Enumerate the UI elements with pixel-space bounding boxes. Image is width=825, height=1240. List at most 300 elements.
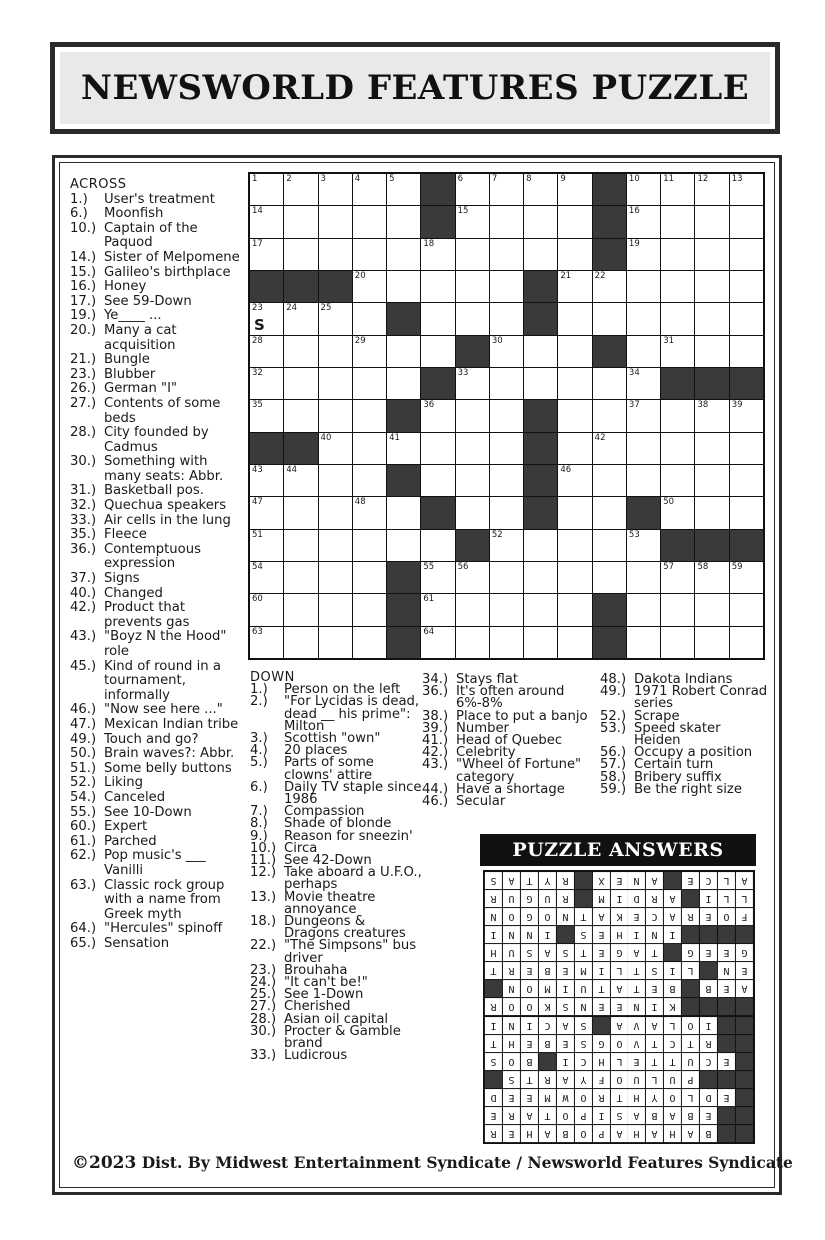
clue-item — [250, 940, 422, 964]
grid-cell[interactable] — [593, 303, 626, 334]
answer-cell: O — [664, 1089, 681, 1106]
grid-cell[interactable] — [593, 368, 626, 399]
grid-cell[interactable] — [661, 400, 694, 431]
grid-cell[interactable] — [456, 497, 489, 528]
grid-cell[interactable] — [661, 239, 694, 270]
grid-cell[interactable] — [695, 627, 728, 658]
clue-text: User's treatment — [104, 191, 215, 207]
grid-cell[interactable] — [558, 368, 591, 399]
clue-number: 46.) — [422, 794, 449, 810]
answer-cell: D — [700, 1089, 717, 1106]
answer-cell: T — [485, 1035, 502, 1052]
grid-cell[interactable] — [627, 594, 660, 625]
answer-cell: L — [682, 1089, 699, 1106]
grid-cell[interactable] — [250, 174, 283, 205]
grid-cell[interactable] — [490, 239, 523, 270]
grid-cell[interactable] — [627, 562, 660, 593]
cell-number: 12 — [697, 174, 709, 184]
clue-text: Secular — [456, 794, 506, 810]
answer-cell: C — [539, 1017, 556, 1034]
grid-cell[interactable] — [456, 627, 489, 658]
grid-cell[interactable] — [353, 400, 386, 431]
grid-cell[interactable] — [661, 497, 694, 528]
grid-cell[interactable] — [661, 206, 694, 237]
black-square — [319, 271, 352, 302]
grid-cell[interactable] — [695, 336, 728, 367]
clue-text: Sensation — [104, 935, 170, 951]
grid-cell[interactable] — [284, 400, 317, 431]
grid-cell[interactable] — [730, 239, 763, 270]
grid-cell[interactable] — [353, 174, 386, 205]
grid-cell[interactable] — [353, 530, 386, 561]
grid-cell[interactable] — [661, 303, 694, 334]
answer-black-square — [700, 962, 717, 979]
cell-number: 29 — [354, 335, 366, 346]
grid-cell[interactable] — [284, 239, 317, 270]
grid-cell[interactable] — [558, 400, 591, 431]
grid-cell[interactable] — [593, 433, 626, 464]
grid-cell[interactable] — [319, 530, 352, 561]
grid-cell[interactable] — [490, 368, 523, 399]
grid-cell[interactable] — [456, 206, 489, 237]
clue-number: 36.) — [422, 684, 449, 700]
grid-cell[interactable] — [387, 239, 420, 270]
grid-cell[interactable] — [558, 497, 591, 528]
grid-cell[interactable] — [319, 562, 352, 593]
answer-cell: Y — [646, 1089, 663, 1106]
grid-cell[interactable] — [250, 400, 283, 431]
answer-cell: M — [593, 890, 610, 907]
answer-cell: N — [503, 926, 520, 943]
clue-number: 49.) — [600, 684, 627, 700]
grid-cell[interactable] — [695, 562, 728, 593]
clue-number: 55.) — [70, 804, 97, 820]
grid-cell[interactable] — [490, 433, 523, 464]
clue-text: Brain waves?: Abbr. — [104, 746, 235, 762]
grid-cell[interactable] — [387, 206, 420, 237]
down-heading: DOWN — [250, 670, 295, 685]
grid-cell[interactable] — [250, 239, 283, 270]
grid-cell[interactable] — [558, 433, 591, 464]
grid-cell[interactable] — [627, 239, 660, 270]
grid-cell[interactable] — [250, 303, 283, 334]
grid-cell[interactable] — [456, 174, 489, 205]
clue-number: 11.) — [250, 853, 277, 869]
grid-cell[interactable] — [319, 497, 352, 528]
grid-cell[interactable] — [250, 530, 283, 561]
grid-cell[interactable] — [627, 271, 660, 302]
grid-cell[interactable] — [558, 174, 591, 205]
answer-cell: A — [611, 980, 628, 997]
black-square — [250, 433, 283, 464]
answer-cell: I — [700, 1017, 717, 1034]
clue-text: Be the right size — [634, 781, 742, 797]
answer-cell: I — [521, 1017, 538, 1034]
grid-cell[interactable] — [695, 497, 728, 528]
grid-cell[interactable] — [627, 433, 660, 464]
answer-cell: S — [575, 1035, 592, 1052]
grid-cell[interactable] — [353, 239, 386, 270]
black-square — [387, 303, 420, 334]
grid-cell[interactable] — [490, 497, 523, 528]
down-clues-col1 — [250, 672, 422, 1063]
grid-cell[interactable] — [661, 336, 694, 367]
clue-number: 28.) — [250, 1011, 277, 1027]
grid-cell[interactable] — [456, 465, 489, 496]
answer-cell: U — [628, 1071, 645, 1088]
grid-cell[interactable] — [490, 465, 523, 496]
grid-cell[interactable] — [319, 368, 352, 399]
grid-cell[interactable] — [421, 627, 454, 658]
grid-cell[interactable] — [661, 174, 694, 205]
answer-cell: T — [539, 1107, 556, 1124]
black-square — [593, 627, 626, 658]
grid-cell[interactable] — [319, 627, 352, 658]
grid-cell[interactable] — [627, 400, 660, 431]
grid-cell[interactable] — [730, 594, 763, 625]
cell-number: 17 — [252, 238, 263, 249]
grid-cell[interactable] — [558, 206, 591, 237]
grid-cell[interactable] — [524, 336, 557, 367]
clue-number: 51.) — [70, 760, 97, 776]
grid-cell[interactable] — [558, 465, 591, 496]
answer-cell: T — [521, 872, 538, 889]
grid-cell[interactable] — [284, 594, 317, 625]
grid-cell[interactable] — [627, 174, 660, 205]
grid-cell[interactable] — [421, 400, 454, 431]
clue-item — [250, 916, 422, 940]
grid-cell[interactable] — [558, 562, 591, 593]
grid-cell[interactable] — [695, 206, 728, 237]
grid-cell[interactable] — [353, 271, 386, 302]
grid-cell[interactable] — [695, 303, 728, 334]
grid-cell[interactable] — [456, 594, 489, 625]
answer-cell: A — [539, 1125, 556, 1142]
grid-cell[interactable] — [490, 627, 523, 658]
grid-cell[interactable] — [730, 465, 763, 496]
answer-cell: Y — [575, 1071, 592, 1088]
clue-item — [70, 499, 245, 514]
grid-cell[interactable] — [661, 271, 694, 302]
cell-number: 31 — [663, 335, 675, 346]
grid-cell[interactable] — [593, 562, 626, 593]
clue-text: Parched — [104, 833, 157, 849]
grid-cell[interactable] — [558, 627, 591, 658]
grid-cell[interactable] — [627, 368, 660, 399]
grid-cell[interactable] — [730, 400, 763, 431]
grid-cell[interactable] — [524, 562, 557, 593]
grid-cell[interactable] — [250, 497, 283, 528]
grid-cell[interactable] — [661, 627, 694, 658]
grid-cell[interactable] — [319, 174, 352, 205]
grid-cell[interactable] — [421, 271, 454, 302]
clue-number: 32.) — [70, 498, 97, 514]
answer-cell: A — [646, 1125, 663, 1142]
answer-cell: T — [646, 1035, 663, 1052]
grid-cell[interactable] — [284, 206, 317, 237]
grid-cell[interactable] — [250, 562, 283, 593]
grid-cell[interactable] — [421, 530, 454, 561]
grid-cell[interactable] — [421, 303, 454, 334]
answer-cell: A — [646, 1017, 663, 1034]
grid-cell[interactable] — [593, 271, 626, 302]
grid-cell[interactable] — [730, 206, 763, 237]
grid-cell[interactable] — [250, 368, 283, 399]
answer-cell: T — [646, 1053, 663, 1070]
answer-cell: C — [575, 1053, 592, 1070]
grid-cell[interactable] — [353, 206, 386, 237]
grid-cell[interactable] — [387, 433, 420, 464]
grid-cell[interactable] — [387, 530, 420, 561]
answer-cell: E — [593, 998, 610, 1015]
grid-cell[interactable] — [524, 627, 557, 658]
answer-cell: S — [557, 944, 574, 961]
answer-cell: S — [485, 1053, 502, 1070]
grid-cell[interactable] — [284, 174, 317, 205]
answer-cell: L — [646, 1071, 663, 1088]
grid-cell[interactable] — [524, 239, 557, 270]
grid-cell[interactable] — [695, 433, 728, 464]
grid-cell[interactable] — [250, 206, 283, 237]
grid-cell[interactable] — [524, 594, 557, 625]
grid-cell[interactable] — [284, 368, 317, 399]
grid-cell[interactable] — [627, 303, 660, 334]
grid-cell[interactable] — [661, 562, 694, 593]
answer-cell: I — [593, 962, 610, 979]
grid-cell[interactable] — [387, 174, 420, 205]
grid-cell[interactable] — [558, 336, 591, 367]
grid-cell[interactable] — [319, 433, 352, 464]
grid-cell[interactable] — [524, 368, 557, 399]
clue-number: 25.) — [250, 987, 277, 1003]
grid-cell[interactable] — [695, 465, 728, 496]
answer-cell: A — [557, 1017, 574, 1034]
grid-cell[interactable] — [353, 336, 386, 367]
grid-cell[interactable] — [421, 433, 454, 464]
grid-cell[interactable] — [730, 497, 763, 528]
answer-cell: G — [521, 890, 538, 907]
clue-number: 1.) — [250, 682, 268, 698]
answer-cell: I — [485, 1017, 502, 1034]
grid-cell[interactable] — [353, 594, 386, 625]
clue-text: See 59-Down — [104, 293, 192, 309]
grid-cell[interactable] — [490, 336, 523, 367]
answer-cell: I — [485, 926, 502, 943]
clue-item — [70, 397, 245, 426]
grid-cell[interactable] — [456, 271, 489, 302]
grid-cell[interactable] — [627, 465, 660, 496]
grid-cell[interactable] — [730, 271, 763, 302]
grid-cell[interactable] — [593, 400, 626, 431]
answer-cell: E — [718, 1053, 735, 1070]
answer-cell: N — [646, 926, 663, 943]
grid-cell[interactable] — [661, 433, 694, 464]
grid-cell[interactable] — [730, 174, 763, 205]
grid-cell[interactable] — [353, 465, 386, 496]
answer-cell: B — [682, 1107, 699, 1124]
grid-cell[interactable] — [353, 627, 386, 658]
grid-cell[interactable] — [490, 530, 523, 561]
answer-cell: T — [485, 962, 502, 979]
answer-cell: O — [575, 1125, 592, 1142]
grid-cell[interactable] — [558, 530, 591, 561]
grid-cell[interactable] — [421, 594, 454, 625]
grid-cell[interactable] — [456, 303, 489, 334]
grid-cell[interactable] — [490, 400, 523, 431]
cell-number: 43 — [252, 465, 263, 475]
clue-item — [70, 251, 245, 266]
grid-cell[interactable] — [456, 239, 489, 270]
grid-cell[interactable] — [421, 239, 454, 270]
grid-cell[interactable] — [695, 239, 728, 270]
clue-number: 46.) — [70, 702, 97, 718]
grid-cell[interactable] — [730, 562, 763, 593]
clue-text: Blubber — [104, 366, 156, 382]
cell-number: 18 — [423, 238, 435, 249]
grid-cell[interactable] — [695, 174, 728, 205]
grid-cell[interactable] — [250, 336, 283, 367]
cell-number: 36 — [423, 400, 435, 411]
clue-item — [70, 806, 245, 821]
grid-cell[interactable] — [730, 303, 763, 334]
grid-cell[interactable] — [387, 271, 420, 302]
answer-cell: T — [628, 980, 645, 997]
grid-cell[interactable] — [558, 239, 591, 270]
grid-cell[interactable] — [353, 433, 386, 464]
grid-cell[interactable] — [524, 530, 557, 561]
grid-cell[interactable] — [353, 562, 386, 593]
grid-cell[interactable] — [490, 206, 523, 237]
grid-cell[interactable] — [421, 336, 454, 367]
clue-number: 30.) — [70, 454, 97, 470]
grid-cell[interactable] — [524, 174, 557, 205]
answer-black-square — [718, 1107, 735, 1124]
grid-cell[interactable] — [284, 336, 317, 367]
answer-cell: O — [611, 1071, 628, 1088]
clue-number: 23.) — [70, 366, 97, 382]
grid-cell[interactable] — [319, 303, 352, 334]
clue-text: Cherished — [284, 999, 351, 1015]
cell-number: 7 — [491, 174, 498, 184]
grid-cell[interactable] — [661, 594, 694, 625]
grid-cell[interactable] — [284, 627, 317, 658]
grid-cell[interactable] — [695, 400, 728, 431]
black-square — [627, 497, 660, 528]
grid-cell[interactable] — [284, 465, 317, 496]
clue-text: Ye____ ... — [104, 308, 162, 324]
cell-number: 38 — [697, 400, 709, 411]
grid-cell[interactable] — [319, 465, 352, 496]
grid-cell[interactable] — [456, 433, 489, 464]
grid-cell[interactable] — [456, 562, 489, 593]
grid-cell[interactable] — [490, 271, 523, 302]
answer-cell: I — [539, 926, 556, 943]
cell-number: 4 — [354, 174, 361, 184]
answer-cell: U — [503, 890, 520, 907]
clue-text: Captain of the Paquod — [104, 220, 198, 251]
clue-item — [70, 528, 245, 543]
grid-cell[interactable] — [490, 303, 523, 334]
answer-cell: O — [521, 998, 538, 1015]
grid-cell[interactable] — [250, 594, 283, 625]
grid-cell[interactable] — [284, 303, 317, 334]
grid-cell[interactable] — [558, 303, 591, 334]
cell-number: 19 — [628, 238, 640, 249]
grid-cell[interactable] — [421, 562, 454, 593]
answer-black-square — [736, 1053, 753, 1070]
grid-cell[interactable] — [421, 465, 454, 496]
clue-number: 42.) — [70, 600, 97, 616]
grid-cell[interactable] — [319, 594, 352, 625]
grid-cell[interactable] — [558, 594, 591, 625]
grid-cell[interactable] — [730, 336, 763, 367]
grid-cell[interactable] — [695, 271, 728, 302]
clue-number: 39.) — [422, 720, 449, 736]
grid-cell[interactable] — [490, 562, 523, 593]
grid-cell[interactable] — [387, 368, 420, 399]
answer-black-square — [575, 890, 592, 907]
answer-black-square — [485, 980, 502, 997]
answer-black-square — [664, 944, 681, 961]
answer-black-square — [736, 1017, 753, 1034]
grid-cell[interactable] — [524, 206, 557, 237]
clue-item — [70, 368, 245, 383]
grid-cell[interactable] — [627, 206, 660, 237]
answer-cell: L — [736, 890, 753, 907]
grid-cell[interactable] — [284, 530, 317, 561]
grid-cell[interactable] — [319, 239, 352, 270]
grid-cell[interactable] — [319, 206, 352, 237]
grid-cell[interactable] — [284, 562, 317, 593]
grid-cell[interactable] — [353, 368, 386, 399]
grid-cell[interactable] — [387, 497, 420, 528]
clue-text: Parts of some clowns' attire — [284, 755, 374, 783]
cell-number: 39 — [731, 400, 743, 411]
grid-cell[interactable] — [353, 497, 386, 528]
grid-cell[interactable] — [593, 497, 626, 528]
grid-cell[interactable] — [284, 497, 317, 528]
grid-cell[interactable] — [627, 336, 660, 367]
grid-cell[interactable] — [627, 530, 660, 561]
grid-cell[interactable] — [730, 627, 763, 658]
grid-cell[interactable] — [319, 400, 352, 431]
grid-cell[interactable] — [456, 368, 489, 399]
grid-cell[interactable] — [250, 465, 283, 496]
grid-cell[interactable] — [730, 433, 763, 464]
answer-cell: B — [664, 980, 681, 997]
answer-black-square — [718, 1125, 735, 1142]
grid-cell[interactable] — [695, 594, 728, 625]
grid-cell[interactable] — [319, 336, 352, 367]
grid-cell[interactable] — [250, 627, 283, 658]
clue-number: 43.) — [70, 629, 97, 645]
answer-black-square — [736, 1035, 753, 1052]
answer-cell: S — [521, 944, 538, 961]
grid-cell[interactable] — [558, 271, 591, 302]
grid-cell[interactable] — [661, 465, 694, 496]
cell-number: 25 — [320, 303, 332, 314]
grid-cell[interactable] — [456, 400, 489, 431]
cell-number: 13 — [731, 174, 743, 184]
cell-number: 34 — [628, 368, 640, 378]
grid-cell[interactable] — [593, 465, 626, 496]
grid-cell[interactable] — [353, 303, 386, 334]
grid-cell[interactable] — [387, 336, 420, 367]
grid-cell[interactable] — [627, 627, 660, 658]
grid-cell[interactable] — [490, 594, 523, 625]
grid-cell[interactable] — [593, 530, 626, 561]
grid-cell[interactable] — [490, 174, 523, 205]
